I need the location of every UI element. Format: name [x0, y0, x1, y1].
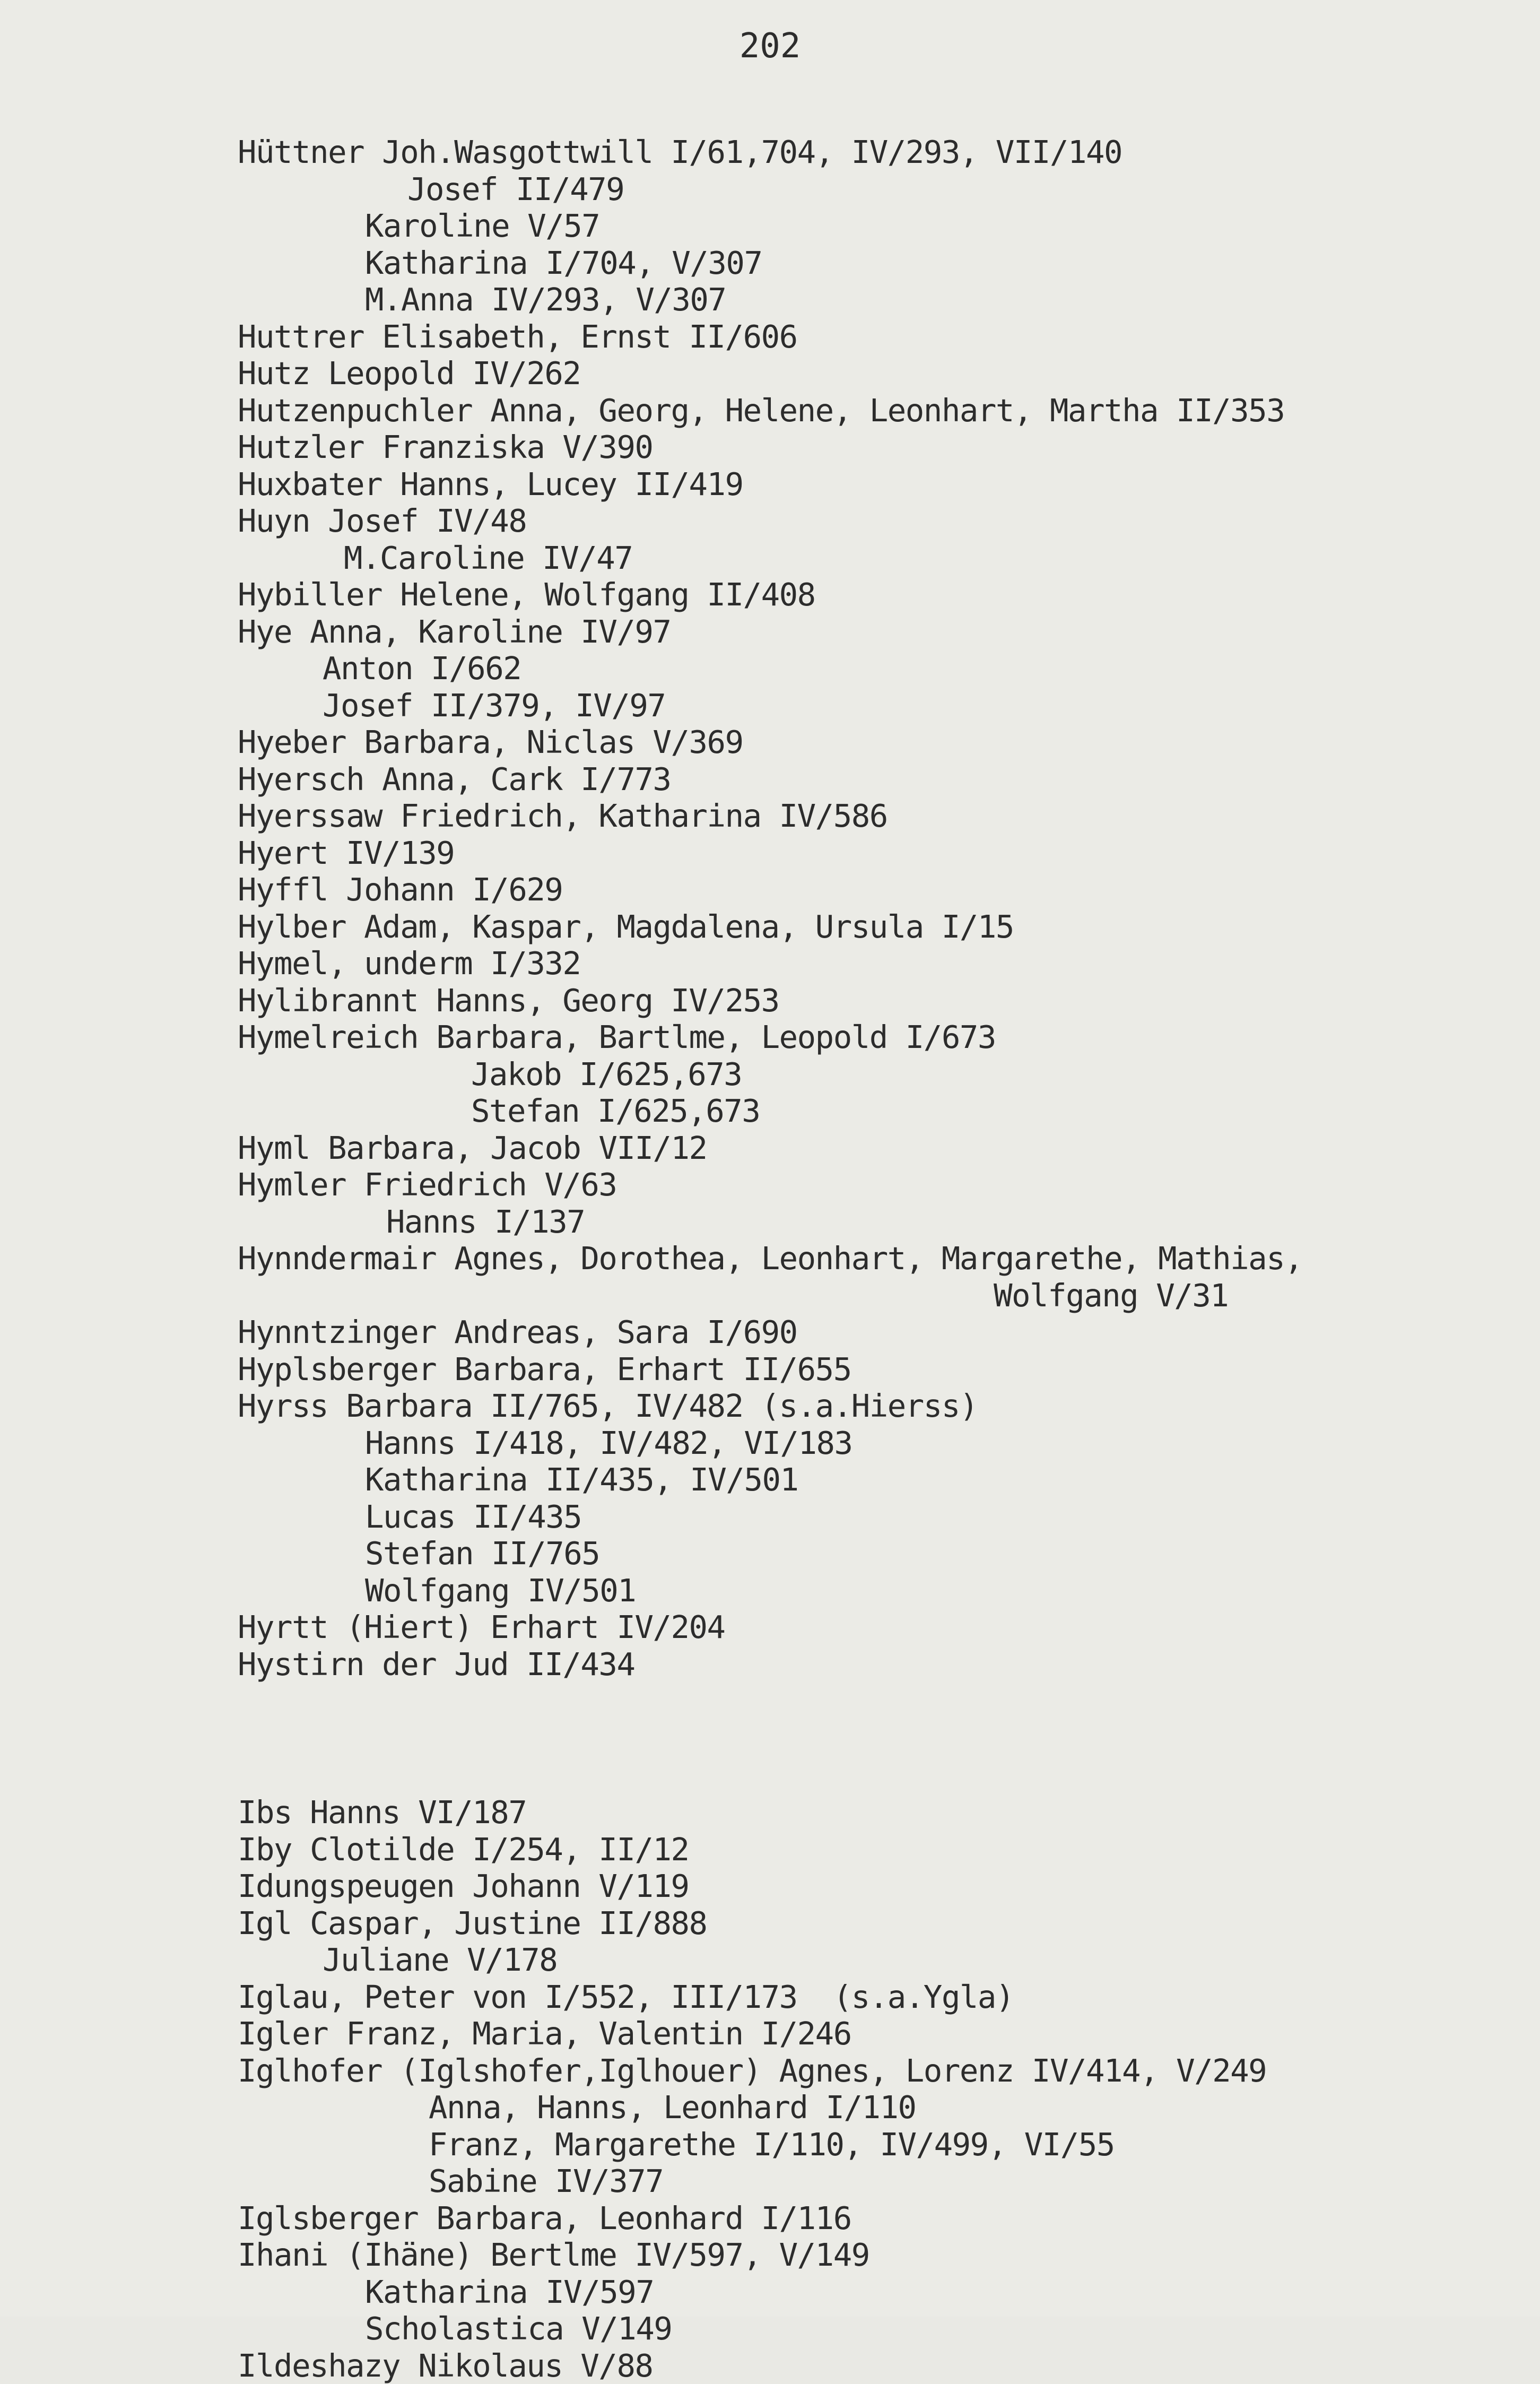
- index-entry: Hutzler Franziska V/390: [238, 429, 1508, 466]
- section-gap: [238, 1683, 1508, 1794]
- index-entry: Hylber Adam, Kaspar, Magdalena, Ursula I/15: [238, 908, 1508, 946]
- index-entry: Hye Anna, Karoline IV/97: [238, 613, 1508, 651]
- index-entry: Hymler Friedrich V/63: [238, 1166, 1508, 1203]
- index-entry: Hystirn der Jud II/434: [238, 1646, 1508, 1683]
- index-subentry: Karoline V/57: [365, 207, 1508, 245]
- index-entry: Hymel, underm I/332: [238, 945, 1508, 982]
- index-subentry: Josef II/379, IV/97: [323, 687, 1508, 724]
- index-entry: Igler Franz, Maria, Valentin I/246: [238, 2015, 1508, 2052]
- index-entry: Huttrer Elisabeth, Ernst II/606: [238, 318, 1508, 356]
- index-subentry: Juliane V/178: [323, 1941, 1508, 1979]
- index-entry: Huxbater Hanns, Lucey II/419: [238, 466, 1508, 503]
- index-subentry: Scholastica V/149: [365, 2310, 1508, 2347]
- index-entry: Hyffl Johann I/629: [238, 871, 1508, 908]
- index-entry: Iglsberger Barbara, Leonhard I/116: [238, 2200, 1508, 2237]
- index-subentry: Wolfgang V/31: [994, 1277, 1508, 1314]
- index-entry: Ildeshazy Nikolaus V/88: [238, 2347, 1508, 2384]
- index-subentry: M.Anna IV/293, V/307: [365, 281, 1508, 318]
- index-entry: Ihani (Ihäne) Bertlme IV/597, V/149: [238, 2236, 1508, 2274]
- index-entry: Hyml Barbara, Jacob VII/12: [238, 1130, 1508, 1167]
- index-subentry: Stefan I/625,673: [471, 1093, 1508, 1130]
- index-entry: Idungspeugen Johann V/119: [238, 1868, 1508, 1905]
- index-entry: Hyeber Barbara, Niclas V/369: [238, 724, 1508, 761]
- index-entry: Hyplsberger Barbara, Erhart II/655: [238, 1351, 1508, 1388]
- index-entry: Hybiller Helene, Wolfgang II/408: [238, 576, 1508, 613]
- index-entry: Huyn Josef IV/48: [238, 502, 1508, 540]
- index-subentry: Jakob I/625,673: [471, 1056, 1508, 1093]
- index-entry: Hyrss Barbara II/765, IV/482 (s.a.Hierss): [238, 1388, 1508, 1425]
- index-subentry: Katharina IV/597: [365, 2274, 1508, 2311]
- index-entry: Hutz Leopold IV/262: [238, 355, 1508, 392]
- page-number: 202: [0, 29, 1540, 63]
- index-entry: Ibs Hanns VI/187: [238, 1794, 1508, 1831]
- index-subentry: Sabine IV/377: [429, 2163, 1508, 2200]
- index-entry: Hyersch Anna, Cark I/773: [238, 761, 1508, 798]
- index-subentry: Lucas II/435: [365, 1498, 1508, 1536]
- index-entry: Iby Clotilde I/254, II/12: [238, 1831, 1508, 1868]
- index-entry: Iglau, Peter von I/552, III/173 (s.a.Ygla): [238, 1979, 1508, 2016]
- index-subentry: Katharina I/704, V/307: [365, 245, 1508, 282]
- index-entry: Hyerssaw Friedrich, Katharina IV/586: [238, 797, 1508, 835]
- index-subentry: Josef II/479: [407, 171, 1508, 208]
- index-entry: Hyert IV/139: [238, 835, 1508, 872]
- index-entries: [238, 134, 1508, 2384]
- index-entry: Hymelreich Barbara, Bartlme, Leopold I/673: [238, 1019, 1508, 1056]
- index-subentry: Anton I/662: [323, 650, 1508, 687]
- index-subentry: Stefan II/765: [365, 1535, 1508, 1572]
- index-entry: Hynndermair Agnes, Dorothea, Leonhart, Margarethe, Mathias,: [238, 1240, 1508, 1277]
- index-entry: Hylibrannt Hanns, Georg IV/253: [238, 982, 1508, 1019]
- index-subentry: Hanns I/137: [386, 1203, 1508, 1241]
- index-subentry: Hanns I/418, IV/482, VI/183: [365, 1425, 1508, 1462]
- index-entry: Hyrtt (Hiert) Erhart IV/204: [238, 1609, 1508, 1646]
- index-subentry: Wolfgang IV/501: [365, 1572, 1508, 1609]
- index-entry: Hüttner Joh.Wasgottwill I/61,704, IV/293, VII/140: [238, 134, 1508, 171]
- index-subentry: Franz, Margarethe I/110, IV/499, VI/55: [429, 2126, 1508, 2163]
- index-subentry: Katharina II/435, IV/501: [365, 1461, 1508, 1498]
- index-subentry: Anna, Hanns, Leonhard I/110: [429, 2089, 1508, 2126]
- index-entry: Iglhofer (Iglshofer,Iglhouer) Agnes, Lorenz IV/414, V/249: [238, 2052, 1508, 2090]
- index-entry: Hynntzinger Andreas, Sara I/690: [238, 1314, 1508, 1351]
- index-entry: Hutzenpuchler Anna, Georg, Helene, Leonhart, Martha II/353: [238, 392, 1508, 429]
- index-entry: Igl Caspar, Justine II/888: [238, 1905, 1508, 1942]
- index-subentry: M.Caroline IV/47: [344, 540, 1508, 577]
